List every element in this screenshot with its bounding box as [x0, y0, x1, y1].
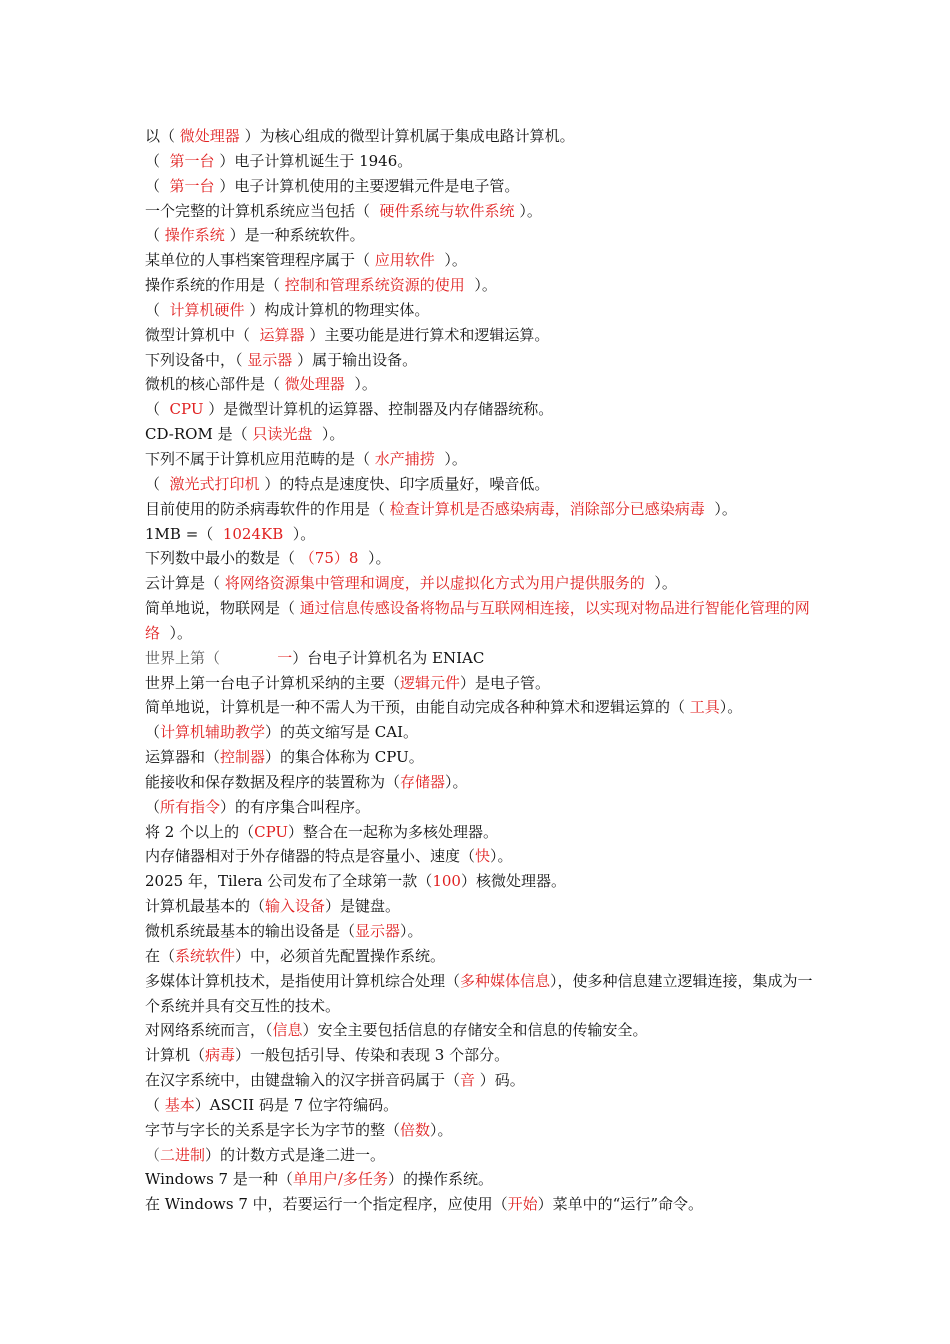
- answer-text: 所有指令: [160, 797, 221, 816]
- question-line: [145, 919, 815, 944]
- question-text: 字节与字长的关系是字长为字节的整（: [145, 1120, 401, 1139]
- answer-text: 病毒: [205, 1046, 236, 1065]
- answer-text: 水产捕捞: [374, 449, 435, 468]
- answer-text: 开始: [507, 1195, 538, 1214]
- question-text: 某单位的人事档案管理程序属于（: [145, 251, 375, 270]
- question-text: ）的计数方式是逢二进一。: [205, 1145, 386, 1164]
- question-text: 简单地说，物联网是（: [145, 599, 300, 618]
- answer-text: 控制和管理系统资源的使用: [284, 276, 465, 295]
- answer-text: 第一台: [169, 151, 215, 170]
- question-text: （: [145, 723, 161, 742]
- answer-text: 运算器: [259, 325, 305, 344]
- question-line: [145, 720, 815, 745]
- answer-text: 微处理器: [284, 375, 345, 394]
- question-line: [145, 1093, 815, 1118]
- answer-text: CPU: [169, 400, 204, 419]
- question-text: 一个完整的计算机系统应当包括（: [145, 201, 380, 220]
- question-line: [145, 298, 815, 323]
- question-text: 微机的核心部件是（: [145, 375, 285, 394]
- question-text: ）菜单中的“运行”命令。: [537, 1195, 703, 1214]
- question-line: [145, 820, 815, 845]
- question-line: [145, 472, 815, 497]
- question-text: ）。: [344, 375, 377, 394]
- question-text: 以（: [145, 127, 180, 145]
- question-text: ）的操作系统。: [387, 1170, 493, 1189]
- question-text: ）。: [445, 772, 468, 791]
- question-line: [145, 1043, 815, 1068]
- question-text: ）电子计算机使用的主要逻辑元件是电子管。: [214, 176, 520, 195]
- question-text: 下列数中最小的数是（: [145, 549, 300, 568]
- question-text: ）的集合体称为 CPU。: [265, 748, 424, 767]
- answer-text: 音: [460, 1071, 476, 1090]
- question-text: 计算机最基本的（: [145, 897, 266, 916]
- question-text: 对网络系统而言，（: [145, 1021, 273, 1040]
- question-line: [145, 273, 815, 298]
- answer-text: 操作系统: [164, 226, 225, 245]
- question-line: [145, 348, 815, 373]
- question-text: 云计算是（: [145, 574, 225, 593]
- question-line: [145, 522, 815, 547]
- question-text: ）电子计算机诞生于 1946。: [214, 151, 413, 170]
- question-line: [145, 671, 815, 696]
- answer-text: 信息: [272, 1021, 303, 1040]
- question-line: [145, 695, 815, 720]
- question-line: [145, 397, 815, 422]
- question-text: ）的有序集合叫程序。: [220, 797, 371, 816]
- question-text: ）是键盘。: [325, 897, 401, 916]
- question-text: 微机系统最基本的输出设备是（: [145, 922, 356, 940]
- question-line: [145, 571, 815, 596]
- question-text: ）中，必须首先配置操作系统。: [235, 946, 446, 965]
- question-line: [145, 944, 815, 969]
- question-text: ）。: [490, 847, 513, 866]
- question-text: 2025 年，Tilera 公司发布了全球第一款（: [145, 872, 433, 891]
- question-text: 在汉字系统中，由键盘输入的汉字拼音码属于（: [145, 1071, 461, 1090]
- question-text: （: [145, 226, 165, 245]
- question-text: 多媒体计算机技术，是指使用计算机综合处理（: [145, 971, 461, 990]
- question-text: ）。: [283, 524, 316, 543]
- answer-text: 只读光盘: [252, 425, 313, 444]
- question-text: ）是电子管。: [460, 673, 551, 692]
- answer-text: 应用软件: [374, 251, 435, 270]
- question-line: [145, 844, 815, 869]
- question-text: （: [145, 176, 170, 195]
- question-line: [145, 969, 815, 1019]
- answer-text: 激光式打印机: [169, 474, 260, 493]
- answer-text: 微处理器: [179, 127, 240, 145]
- answer-text: 二进制: [160, 1145, 206, 1164]
- question-text: 简单地说，计算机是一种不需人为干预，由能自动完成各种种算术和逻辑运算的（: [145, 698, 690, 717]
- question-line: [145, 124, 815, 149]
- answer-text: （75）8: [299, 549, 359, 568]
- answer-text: 快: [475, 847, 491, 866]
- question-text: ）主要功能是进行算术和逻辑运算。: [304, 325, 550, 344]
- question-text: ）。: [400, 922, 423, 940]
- question-line: [145, 894, 815, 919]
- answer-text: 将网络资源集中管理和调度，并以虚拟化方式为用户提供服务的: [224, 574, 645, 593]
- answer-text: 1024KB: [222, 524, 284, 543]
- question-text: Windows 7 是一种（: [145, 1170, 293, 1189]
- question-text: 微型计算机中（: [145, 325, 260, 344]
- question-text: ）安全主要包括信息的存储安全和信息的传输安全。: [302, 1021, 648, 1040]
- question-text: 下列不属于计算机应用范畴的是（: [145, 449, 375, 468]
- question-text: 1MB =（: [145, 524, 223, 543]
- answer-text: 单用户/多任务: [292, 1170, 388, 1189]
- question-text: ）的特点是速度快、印字质量好，噪音低。: [259, 474, 550, 493]
- question-text: ）。: [434, 251, 467, 270]
- question-text: （: [145, 300, 170, 319]
- question-text: ）一般包括引导、传染和表现 3 个部分。: [235, 1046, 510, 1065]
- question-text: ）。: [430, 1120, 453, 1139]
- question-line: [145, 770, 815, 795]
- question-line: [145, 1118, 815, 1143]
- question-text: 操作系统的作用是（: [145, 276, 285, 295]
- question-text: 运算器和（: [145, 748, 221, 767]
- question-text: （: [145, 1145, 161, 1164]
- question-text: ）整合在一起称为多核处理器。: [288, 822, 499, 841]
- question-line: [145, 795, 815, 820]
- question-text: 将 2 个以上的（: [145, 822, 255, 841]
- answer-text: 计算机辅助教学: [160, 723, 266, 742]
- answer-text: 控制器: [220, 748, 266, 767]
- question-line: [145, 1068, 815, 1093]
- question-text: ）码。: [475, 1071, 525, 1090]
- question-text: 计算机（: [145, 1046, 206, 1065]
- question-line: [145, 248, 815, 273]
- question-line: [145, 745, 815, 770]
- question-line: [145, 372, 815, 397]
- question-text: ）。: [644, 574, 677, 593]
- question-line: [145, 1192, 815, 1217]
- question-text: ）台电子计算机名为 ENIAC: [292, 648, 485, 667]
- answer-text: 输入设备: [265, 897, 326, 916]
- answer-text: 逻辑元件: [400, 673, 461, 692]
- question-text: ）属于输出设备。: [292, 350, 418, 369]
- question-text: 世界上第（: [145, 648, 278, 667]
- answer-text: CPU: [254, 822, 289, 841]
- question-line: [145, 1018, 815, 1043]
- question-text: （: [145, 474, 170, 493]
- question-line: [145, 869, 815, 894]
- question-line: [145, 199, 815, 224]
- question-text: ）是一种系统软件。: [224, 226, 365, 245]
- question-text: 能接收和保存数据及程序的装置称为（: [145, 772, 401, 791]
- question-line: [145, 546, 815, 571]
- question-text: （: [145, 1095, 165, 1114]
- question-text: ）。: [358, 549, 391, 568]
- answer-text: 计算机硬件: [169, 300, 245, 319]
- answer-text: 硬件系统与软件系统: [379, 201, 515, 220]
- question-text: 世界上第一台电子计算机采纳的主要（: [145, 673, 401, 692]
- question-line: [145, 149, 815, 174]
- answer-text: 一: [277, 648, 293, 667]
- question-list: [145, 124, 815, 1217]
- question-text: ），使多种信息建立逻辑连接，集成为一个系统并具有交互性的技术。: [145, 971, 813, 1015]
- question-text: 下列设备中，（: [145, 350, 248, 369]
- answer-text: 系统软件: [175, 946, 236, 965]
- answer-text: 工具: [689, 698, 720, 717]
- question-line: [145, 1143, 815, 1168]
- question-text: （: [145, 151, 170, 170]
- question-text: 在 Windows 7 中，若要运行一个指定程序，应使用（: [145, 1195, 508, 1214]
- answer-text: 第一台: [169, 176, 215, 195]
- answer-text: 检查计算机是否感染病毒，消除部分已感染病毒: [389, 499, 705, 518]
- question-line: [145, 646, 815, 671]
- question-text: （: [145, 400, 170, 419]
- answer-text: 基本: [164, 1095, 195, 1114]
- question-line: [145, 596, 815, 646]
- question-line: [145, 447, 815, 472]
- question-text: CD-ROM 是（: [145, 425, 253, 444]
- answer-text: 存储器: [400, 772, 446, 791]
- answer-text: 显示器: [355, 922, 401, 940]
- answer-text: 多种媒体信息: [460, 971, 551, 990]
- question-text: ）ASCII 码是 7 位字符编码。: [194, 1095, 399, 1114]
- question-line: [145, 422, 815, 447]
- question-text: ）构成计算机的物理实体。: [244, 300, 430, 319]
- question-text: ）为核心组成的微型计算机属于集成电路计算机。: [239, 127, 575, 145]
- question-text: ）。: [464, 276, 497, 295]
- question-line: [145, 223, 815, 248]
- answer-text: 通过信息传感设备将物品与互联网相连接，以实现对物品进行智能化管理的网络: [145, 599, 810, 642]
- question-text: ）。: [312, 425, 345, 444]
- question-line: [145, 497, 815, 522]
- question-text: ）是微型计算机的运算器、控制器及内存储器统称。: [203, 400, 554, 419]
- question-text: 在（: [145, 946, 176, 965]
- question-text: ）。: [514, 201, 542, 220]
- answer-text: 显示器: [247, 350, 293, 369]
- question-text: ）。: [719, 698, 743, 717]
- question-text: ）。: [434, 449, 467, 468]
- question-text: ）核微处理器。: [460, 872, 566, 891]
- question-line: [145, 1167, 815, 1192]
- question-text: ）。: [160, 623, 193, 642]
- question-text: ）的英文缩写是 CAI。: [265, 723, 419, 742]
- question-line: [145, 174, 815, 199]
- question-line: [145, 323, 815, 348]
- question-text: 内存储器相对于外存储器的特点是容量小、速度（: [145, 847, 476, 866]
- answer-text: 100: [432, 872, 461, 891]
- question-text: 目前使用的防杀病毒软件的作用是（: [145, 499, 390, 518]
- answer-text: 倍数: [400, 1120, 431, 1139]
- question-text: （: [145, 797, 161, 816]
- question-text: ）。: [704, 499, 737, 518]
